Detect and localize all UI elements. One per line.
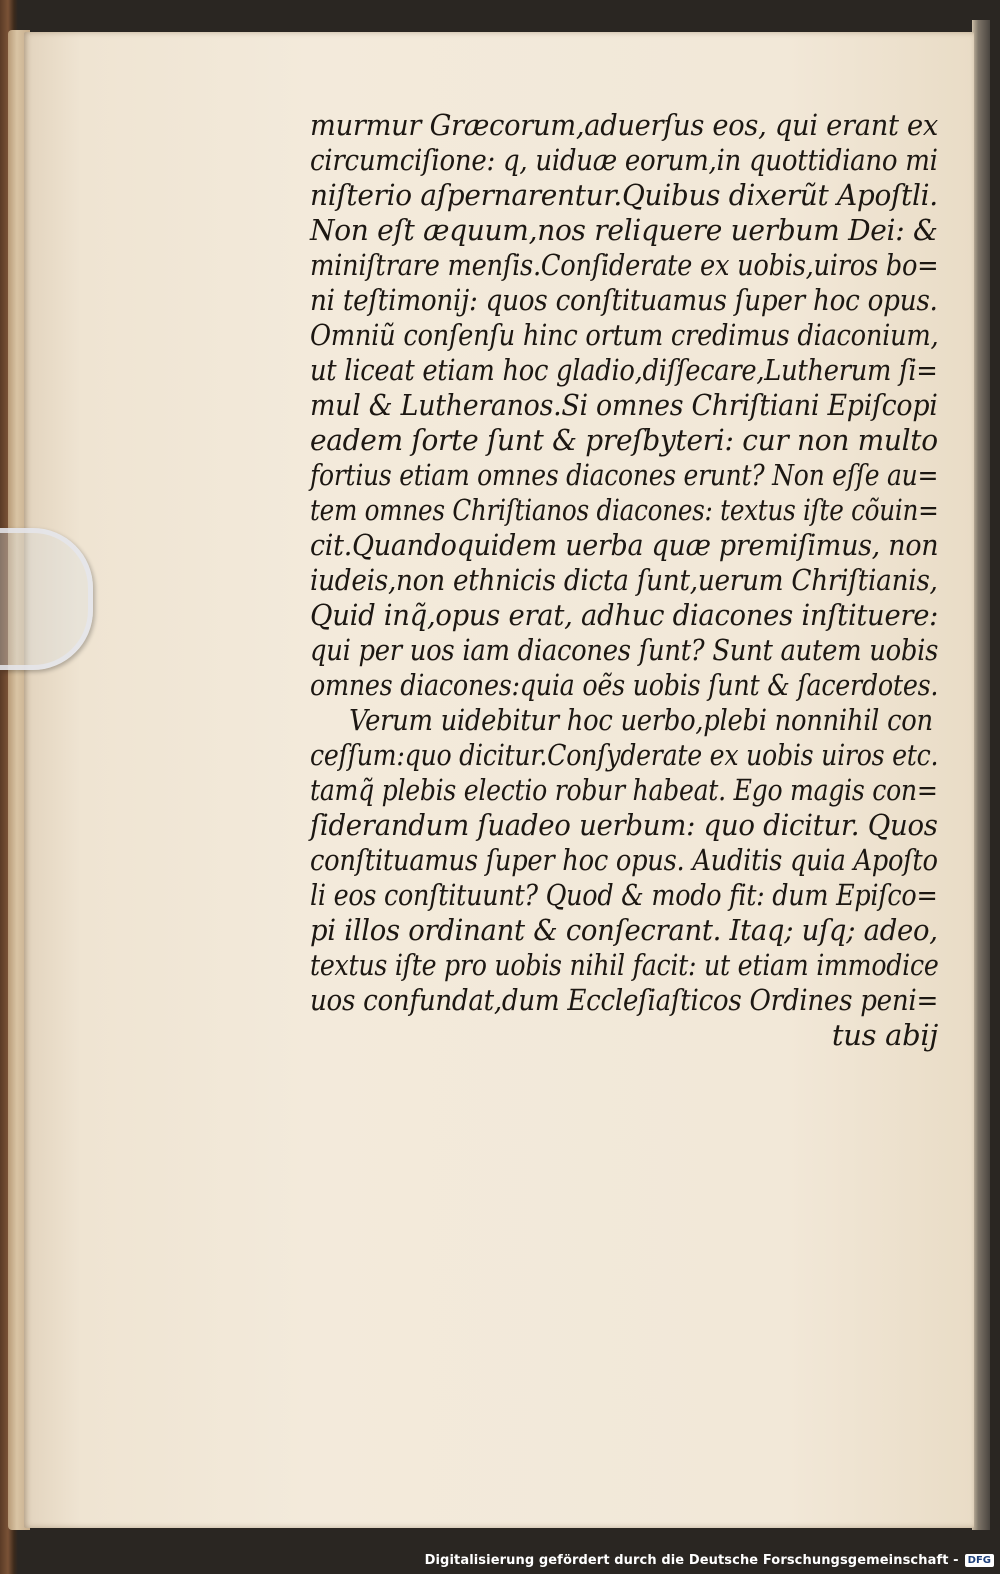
text-line: tem omnes Chriſtianos diacones: textus iſte cõuin= — [310, 493, 939, 527]
text-line: li eos conſtituunt? Quod & modo fit: dum Epiſco= — [310, 878, 938, 912]
text-line: conſtituamus ſuper hoc opus. Auditis quia Apoſto — [310, 843, 938, 877]
dfg-logo-icon: DFG — [965, 1554, 994, 1567]
text-line-paragraph-start: Verum uidebitur hoc uerbo,plebi nonnihil con — [349, 703, 933, 737]
text-line: omnes diacones:quia oẽs uobis ſunt & ſacerdotes. — [310, 668, 939, 702]
text-line: circumciſione: q, uiduæ eorum,in quottidiano mi — [310, 143, 938, 177]
text-line: Non eſt æquum,nos reliquere uerbum Dei: & — [310, 213, 938, 247]
text-line: murmur Græcorum,aduerſus eos, qui erant ex — [310, 108, 938, 142]
text-line: iudeis,non ethnicis dicta ſunt,uerum Chriſtianis, — [310, 563, 938, 597]
page-text-block — [310, 108, 938, 1053]
text-line: niſterio aſpernarentur.Quibus dixerũt Apoſtli. — [310, 178, 938, 212]
text-line: Quid inq̃,opus erat, adhuc diacones inſtituere: — [310, 598, 939, 632]
text-line: pi illos ordinant & conſecrant. Itaq; uſq; adeo, — [310, 913, 938, 947]
text-line: ut liceat etiam hoc gladio,diſſecare,Lutherum ſi= — [310, 353, 938, 387]
text-line: Omniũ conſenſu hinc ortum credimus diaconium, — [310, 318, 939, 352]
text-line: fortius etiam omnes diacones erunt? Non eſſe au= — [310, 458, 939, 492]
text-line: qui per uos iam diacones ſunt? Sunt autem uobis — [310, 633, 939, 667]
text-line: eadem ſorte ſunt & preſbyteri: cur non multo — [310, 423, 938, 457]
text-line: tamq̃ plebis electio robur habeat. Ego magis con= — [310, 773, 938, 807]
text-line: uos confundat,dum Eccleſiaſticos Ordines peni= — [310, 983, 939, 1017]
text-line: textus iſte pro uobis nihil facit: ut etiam immodice — [310, 948, 939, 982]
text-line: cit.Quandoquidem uerba quæ premiſimus, non — [310, 528, 939, 562]
digitization-footer — [425, 1548, 994, 1572]
page-stack-edge — [972, 20, 990, 1530]
text-line: ni teſtimonij: quos conſtituamus ſuper hoc opus. — [310, 283, 938, 317]
text-line: mul & Lutheranos.Si omnes Chriſtiani Epiſcopi — [310, 388, 938, 422]
text-line: miniſtrare menſis.Conſiderate ex uobis,uiros bo= — [310, 248, 939, 282]
footer-credit: Digitalisierung gefördert durch die Deutsche Forschungsgemeinschaft - — [424, 1552, 959, 1568]
text-line: ceſſum:quo dicitur.Conſyderate ex uobis uiros etc. — [310, 738, 939, 772]
catchword: tus abij — [831, 1018, 938, 1052]
text-line: ſiderandum ſuadeo uerbum: quo dicitur. Quos — [310, 808, 938, 842]
